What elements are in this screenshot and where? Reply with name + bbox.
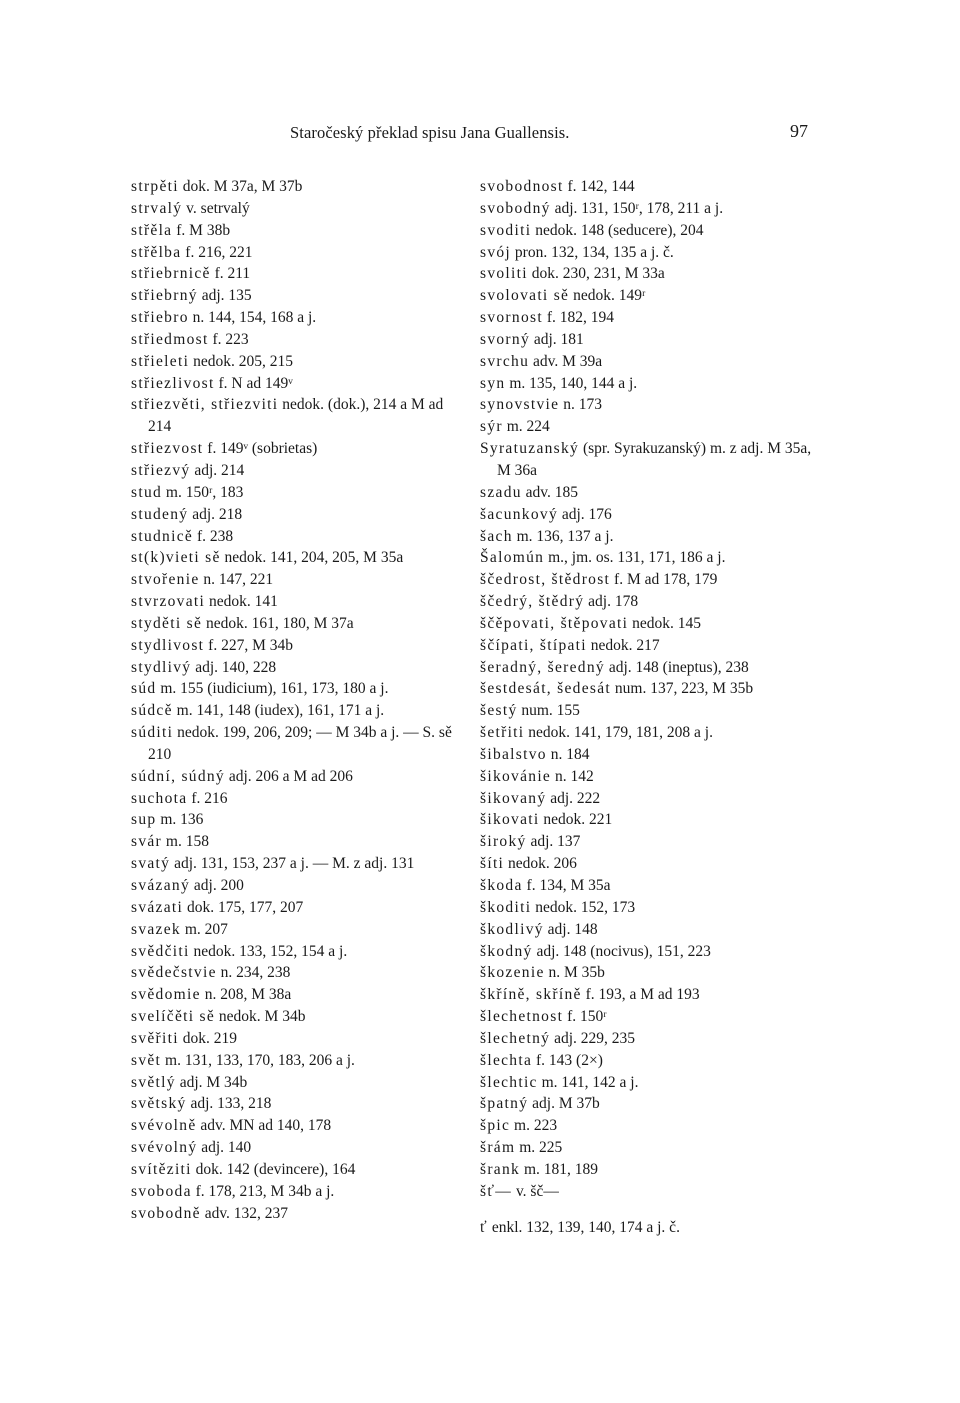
entry-references: m. 225 [515, 1139, 563, 1157]
headword: sup [131, 811, 157, 829]
index-entry [480, 242, 825, 264]
entry-references: m. 223 [510, 1117, 558, 1135]
index-entry [131, 220, 466, 242]
index-entry [131, 569, 466, 591]
entry-references: n. 173 [559, 396, 602, 414]
index-entry [480, 875, 825, 897]
index-entry [480, 198, 825, 220]
headword: styděti sě [131, 614, 203, 632]
entry-references: adj. M 34b [175, 1073, 248, 1091]
headword: stvrzovati [131, 593, 206, 611]
entry-references: nedok. 141, 204, 205, M 35a [220, 549, 404, 567]
entry-references: nedok. 141, 179, 181, 208 a j. [524, 724, 713, 742]
entry-references: adj. M 37b [528, 1095, 600, 1113]
index-entry [480, 547, 825, 569]
index-entry [480, 853, 825, 875]
index-entry [480, 438, 825, 482]
headword: šlechetnost [480, 1008, 564, 1026]
headword: synovstvie [480, 396, 560, 414]
entry-references: f. M 38b [172, 221, 231, 239]
headword: šikovaný [480, 789, 547, 807]
headword: svorný [480, 330, 530, 348]
index-entry [131, 198, 466, 220]
index-entry [131, 766, 466, 788]
headword: svelíčěti sě [131, 1008, 216, 1026]
entry-references: dok. M 37a, M 37b [178, 178, 303, 195]
index-entry [480, 678, 825, 700]
entry-references: m. 136, 137 a j. [512, 527, 614, 545]
index-entry [131, 635, 466, 657]
index-entry [131, 788, 466, 810]
entry-references: m. 181, 189 [520, 1160, 599, 1178]
index-entry [131, 460, 466, 482]
index-entry [131, 1203, 466, 1225]
entry-references: adj. 206 a M ad 206 [224, 767, 353, 785]
headword: syn [480, 374, 506, 392]
headword: súd [131, 680, 157, 698]
headword: svázaný [131, 877, 191, 894]
entry-references: m. 131, 133, 170, 183, 206 a j. [161, 1051, 355, 1069]
entry-references: nedok. 152, 173 [531, 898, 636, 916]
entry-references: adj. 140 [197, 1139, 252, 1157]
index-entry [480, 176, 825, 198]
headword: střěla [131, 221, 173, 239]
index-entry [480, 394, 825, 416]
entry-references: f. 150ʳ [563, 1008, 607, 1026]
index-entry [131, 1137, 466, 1159]
headword: šach [480, 527, 513, 545]
index-entry [480, 831, 825, 853]
entry-references: adj. 148 (nocivus), 151, 223 [532, 942, 711, 960]
entry-references: m. 158 [162, 833, 209, 851]
index-entry [480, 1006, 825, 1028]
index-entry [131, 438, 466, 460]
index-entry [131, 591, 466, 613]
index-entry [131, 373, 466, 395]
headword: strpěti [131, 178, 179, 195]
entry-references: adj. 131, 150ʳ, 178, 211 a j. [550, 199, 724, 217]
headword: šrank [480, 1160, 521, 1178]
index-entry [480, 1217, 825, 1239]
index-entry [480, 373, 825, 395]
headword: svár [131, 833, 163, 851]
headword: široký [480, 833, 527, 851]
headword: střiezlivost [131, 374, 215, 392]
index-entry [480, 1137, 825, 1159]
index-entry [480, 809, 825, 831]
index-entry [480, 941, 825, 963]
headword: škodný [480, 942, 533, 960]
entry-references: adj. 148 [543, 920, 598, 938]
entry-references: n. 234, 238 [216, 964, 291, 982]
entry-references: adj. 178 [584, 593, 639, 611]
entry-references: adj. 140, 228 [191, 658, 277, 676]
headword: svobodně [131, 1204, 201, 1222]
index-entry [480, 220, 825, 242]
headword: střiebrnicě [131, 265, 211, 283]
index-entry [480, 482, 825, 504]
index-entry [480, 1028, 825, 1050]
index-column-left [131, 176, 466, 1225]
entry-references: f. 149ᵛ (sobrietas) [203, 440, 318, 458]
entry-references: nedok. 148 (seducere), 204 [531, 221, 704, 239]
index-entry [131, 351, 466, 373]
entry-references: nedok. 133, 152, 154 a j. [189, 942, 348, 960]
entry-references: adj. 148 (ineptus), 238 [604, 658, 749, 676]
headword: ščedrost, štědrost [480, 571, 611, 589]
headword: ščedrý, štědrý [480, 593, 585, 611]
index-entry [131, 875, 466, 897]
entry-references: m. 155 (iudicium), 161, 173, 180 a j. [156, 680, 389, 698]
entry-references: dok. 230, 231, M 33a [527, 265, 665, 283]
index-entry [131, 1072, 466, 1094]
index-entry [131, 1050, 466, 1072]
headword: st(k)vieti sě [131, 549, 221, 567]
entry-references: adj. 200 [190, 877, 244, 894]
index-column-right [480, 176, 825, 1239]
index-entry [131, 853, 466, 875]
entry-references: nedok. 141 [205, 593, 278, 611]
index-entry [131, 700, 466, 722]
headword: škozenie [480, 964, 545, 982]
entry-references: adj. 218 [188, 505, 243, 523]
index-entry [480, 1181, 825, 1203]
index-entry [480, 591, 825, 613]
index-entry [131, 307, 466, 329]
headword: svazek [131, 920, 181, 938]
headword: šlechta [480, 1051, 533, 1069]
index-entry [480, 285, 825, 307]
index-entry [480, 1159, 825, 1181]
headword: šacunkový [480, 505, 558, 523]
index-entry [480, 329, 825, 351]
headword: šibalstvo [480, 745, 547, 763]
headword: svornost [480, 309, 543, 327]
entry-references: n. 208, M 38a [200, 986, 292, 1004]
entry-references: n. 147, 221 [199, 571, 274, 589]
entry-references: f. 238 [193, 527, 234, 545]
index-entry [131, 831, 466, 853]
headword: škříně, skříně [480, 986, 582, 1004]
entry-gap [480, 1203, 825, 1217]
headword: svítěziti [131, 1160, 192, 1178]
headword: súdní, súdný [131, 767, 225, 785]
entry-references: adv. M 39a [529, 352, 603, 370]
headword: škoda [480, 877, 523, 894]
index-entry [480, 788, 825, 810]
headword: šikovánie [480, 767, 552, 785]
index-entry [131, 1093, 466, 1115]
headword: ščěpovati, štěpovati [480, 614, 629, 632]
index-entry [480, 722, 825, 744]
entry-references: adv. MN ad 140, 178 [196, 1117, 332, 1135]
index-entry [131, 176, 466, 198]
index-entry [480, 984, 825, 1006]
entry-references: f. 223 [208, 330, 249, 348]
entry-references: nedok. 199, 206, 209; — M 34b a j. — S. sě 210 [148, 724, 452, 763]
headword: šikovati [480, 811, 540, 829]
entry-references: f. 178, 213, M 34b a j. [191, 1182, 335, 1200]
headword: střiezvost [131, 440, 204, 458]
headword: svoboda [131, 1182, 192, 1200]
index-entry [131, 526, 466, 548]
headword: šlechetný [480, 1029, 551, 1047]
entry-references: pron. 132, 134, 135 a j. č. [511, 243, 674, 261]
entry-references: f. M ad 178, 179 [610, 571, 718, 589]
entry-references: adj. 137 [526, 833, 581, 851]
index-entry [480, 1093, 825, 1115]
entry-references: v. setrvalý [182, 199, 250, 217]
index-entry [131, 329, 466, 351]
index-entry [131, 613, 466, 635]
headword: šť— [480, 1182, 513, 1200]
page-number: 97 [790, 121, 808, 141]
headword: súditi [131, 724, 174, 742]
entry-references: adj. 135 [197, 287, 252, 305]
headword: stydlivost [131, 636, 205, 654]
index-entry [480, 1072, 825, 1094]
index-entry [131, 962, 466, 984]
headword: svolovati sě [480, 287, 570, 305]
running-title: Staročeský překlad spisu Jana Guallensis. [290, 123, 570, 142]
headword: stud [131, 483, 163, 501]
headword: svět [131, 1051, 162, 1069]
index-entry [131, 263, 466, 285]
entry-references: m. 136 [156, 811, 204, 829]
index-entry [131, 897, 466, 919]
index-entry [131, 657, 466, 679]
entry-references: nedok. 221 [539, 811, 613, 829]
headword: střělba [131, 243, 182, 261]
index-entry [480, 613, 825, 635]
headword: szadu [480, 483, 522, 501]
index-entry [131, 1115, 466, 1137]
headword: ščípati, štípati [480, 636, 587, 654]
index-entry [131, 547, 466, 569]
index-entry [480, 919, 825, 941]
headword: špatný [480, 1095, 529, 1113]
entry-references: dok. 219 [178, 1029, 237, 1047]
entry-references: adv. 132, 237 [200, 1204, 289, 1222]
index-entry [131, 941, 466, 963]
entry-references: m. 224 [502, 418, 550, 436]
headword: světský [131, 1095, 187, 1113]
index-entry [131, 984, 466, 1006]
index-entry [131, 504, 466, 526]
entry-references: f. 227, M 34b [204, 636, 293, 654]
headword: sýr [480, 418, 503, 436]
entry-references: v. šč— [512, 1182, 559, 1200]
index-entry [480, 569, 825, 591]
entry-references: f. 143 (2×) [532, 1051, 603, 1069]
index-entry [480, 263, 825, 285]
entry-references: nedok. 149ʳ [569, 287, 646, 305]
headword: svatý [131, 855, 171, 873]
headword: střiebro [131, 309, 189, 327]
index-entry [480, 657, 825, 679]
entry-references: nedok. 161, 180, M 37a [202, 614, 354, 632]
headword: střiedmost [131, 330, 209, 348]
headword: svrchu [480, 352, 530, 370]
headword: špic [480, 1117, 511, 1135]
index-entry [480, 897, 825, 919]
index-entry [480, 416, 825, 438]
entry-references: nedok. 145 [628, 614, 702, 632]
index-entry [131, 678, 466, 700]
entry-references: adj. 214 [190, 461, 245, 479]
headword: Syratuzanský [480, 440, 580, 458]
entry-references: n. 144, 154, 168 a j. [188, 309, 317, 327]
headword: suchota [131, 789, 188, 807]
entry-references: f. 134, M 35a [522, 877, 611, 894]
entry-references: n. 142 [551, 767, 594, 785]
index-entry [131, 242, 466, 264]
entry-references: m. 141, 142 a j. [537, 1073, 639, 1091]
index-entry [480, 744, 825, 766]
headword: střiebrný [131, 287, 198, 305]
headword: svévolně [131, 1117, 197, 1135]
entry-references: m. 207 [180, 920, 228, 938]
headword: střiezvý [131, 461, 191, 479]
headword: studnicě [131, 527, 194, 545]
index-entry [131, 285, 466, 307]
entry-references: (spr. Syrakuzanský) m. z adj. M 35a, M 36a [497, 440, 812, 479]
headword: svázati [131, 898, 184, 916]
headword: strvalý [131, 199, 183, 217]
index-entry [131, 1028, 466, 1050]
headword: svědomie [131, 986, 201, 1004]
index-entry [131, 809, 466, 831]
entry-references: adv. 185 [521, 483, 579, 501]
entry-references: n. 184 [546, 745, 590, 763]
entry-references: f. 211 [210, 265, 251, 283]
index-entry [131, 1159, 466, 1181]
entry-references: adj. 222 [546, 789, 601, 807]
index-entry [480, 700, 825, 722]
headword: Šalomún [480, 549, 545, 567]
headword: šrám [480, 1139, 516, 1157]
entry-references: enkl. 132, 139, 140, 174 a j. č. [487, 1218, 680, 1236]
index-entry [480, 1050, 825, 1072]
headword: studený [131, 505, 189, 523]
headword: svobodnost [480, 178, 564, 195]
headword: stydlivý [131, 658, 192, 676]
headword: ť [480, 1218, 488, 1236]
headword: svévolný [131, 1139, 198, 1157]
entry-references: dok. 142 (devincere), 164 [191, 1160, 356, 1178]
headword: svoliti [480, 265, 528, 283]
entry-references: adj. 229, 235 [550, 1029, 636, 1047]
entry-references: f. 182, 194 [542, 309, 614, 327]
headword: šeradný, šeredný [480, 658, 605, 676]
entry-references: adj. 176 [558, 505, 612, 523]
entry-references: m. 135, 140, 144 a j. [505, 374, 638, 392]
headword: šestdesát, šedesát [480, 680, 612, 698]
entry-references: nedok. (dok.), 214 a M ad 214 [148, 396, 444, 436]
headword: šestý [480, 702, 518, 720]
headword: svědčiti [131, 942, 190, 960]
entry-references: nedok. M 34b [215, 1008, 306, 1026]
entry-references: m., jm. os. 131, 171, 186 a j. [544, 549, 726, 567]
entry-references: num. 155 [517, 702, 580, 720]
entry-references: n. M 35b [544, 964, 605, 982]
index-entry [480, 1115, 825, 1137]
headword: střiezvěti, střiezviti [131, 396, 279, 414]
index-entry [480, 526, 825, 548]
entry-references: nedok. 205, 215 [189, 352, 293, 370]
headword: svoditi [480, 221, 532, 239]
headword: střieleti [131, 352, 190, 370]
index-entry [131, 919, 466, 941]
entry-references: adj. 133, 218 [186, 1095, 272, 1113]
entry-references: dok. 175, 177, 207 [183, 898, 304, 916]
headword: šetřiti [480, 724, 525, 742]
entry-references: nedok. 217 [586, 636, 660, 654]
index-entry [480, 504, 825, 526]
entry-references: f. 216, 221 [181, 243, 253, 261]
index-entry [131, 1006, 466, 1028]
entry-references: adj. 181 [530, 330, 584, 348]
headword: svěřiti [131, 1029, 179, 1047]
entry-references: f. 193, a M ad 193 [581, 986, 700, 1004]
entry-references: f. 216 [187, 789, 228, 807]
index-entry [131, 394, 466, 438]
headword: stvořenie [131, 571, 200, 589]
headword: svědečstvie [131, 964, 217, 982]
headword: škodlivý [480, 920, 544, 938]
headword: šlechtic [480, 1073, 538, 1091]
entry-references: nedok. 206 [504, 855, 577, 873]
headword: súdcě [131, 702, 173, 720]
headword: svój [480, 243, 512, 261]
index-entry [480, 307, 825, 329]
entry-references: m. 150ʳ, 183 [162, 483, 244, 501]
entry-references: f. 142, 144 [563, 178, 635, 195]
index-entry [480, 635, 825, 657]
entry-references: m. 141, 148 (iudex), 161, 171 a j. [172, 702, 385, 720]
index-entry [131, 722, 466, 766]
headword: světlý [131, 1073, 176, 1091]
entry-references: adj. 131, 153, 237 a j. — M. z adj. 131 [170, 855, 415, 873]
index-entry [480, 962, 825, 984]
headword: šíti [480, 855, 505, 873]
index-entry [131, 1181, 466, 1203]
headword: škoditi [480, 898, 532, 916]
headword: svobodný [480, 199, 551, 217]
index-entry [480, 351, 825, 373]
entry-references: f. N ad 149ᵛ [214, 374, 293, 392]
index-entry [131, 482, 466, 504]
entry-references: num. 137, 223, M 35b [611, 680, 754, 698]
index-entry [480, 766, 825, 788]
